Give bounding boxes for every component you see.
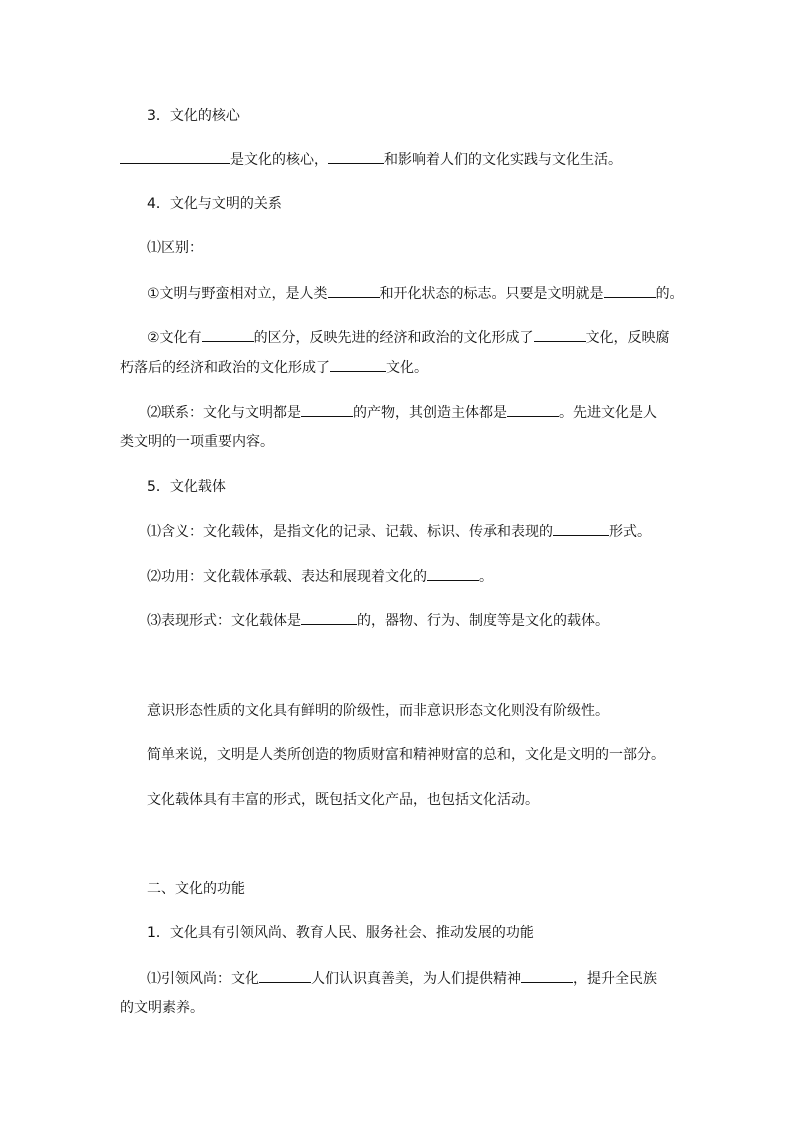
section-5-heading: 5．文化载体 <box>147 479 226 495</box>
blank[interactable] <box>553 521 609 536</box>
blank[interactable] <box>259 968 311 983</box>
section-3-heading: 3．文化的核心 <box>147 108 240 124</box>
blank[interactable] <box>521 968 573 983</box>
blank[interactable] <box>507 402 559 417</box>
blank[interactable] <box>604 283 656 298</box>
section-3-line: 是文化的核心， 和影响着人们的文化实践与文化生活。 <box>120 149 680 170</box>
blank[interactable] <box>202 327 254 342</box>
section-5-point-1: ⑴含义：文化载体，是指文化的记录、记载、标识、传承和表现的 形式。 <box>147 521 707 542</box>
section-4-sub-2-cont: 类文明的一项重要内容。 <box>120 434 274 450</box>
blank[interactable] <box>301 610 357 625</box>
blank[interactable] <box>328 149 384 164</box>
blank[interactable] <box>120 149 230 164</box>
section-2-point-1: ⑴引领风尚：文化 人们认识真善美，为人们提供精神 ，提升全民族 <box>147 968 707 989</box>
section-2-point-1-cont: 的文明素养。 <box>120 1000 204 1016</box>
blank[interactable] <box>301 402 353 417</box>
note-3: 文化载体具有丰富的形式，既包括文化产品，也包括文化活动。 <box>147 792 539 808</box>
section-2-heading: 二、文化的功能 <box>147 881 245 897</box>
section-4-heading: 4．文化与文明的关系 <box>147 196 282 212</box>
blank[interactable] <box>330 357 386 372</box>
blank[interactable] <box>534 327 586 342</box>
blank[interactable] <box>328 283 380 298</box>
section-4-point-1: ①文明与野蛮相对立，是人类 和开化状态的标志。只要是文明就是 的。 <box>147 283 707 304</box>
section-4-point-2: ②文化有 的区分，反映先进的经济和政治的文化形成了 文化，反映腐 <box>147 327 707 348</box>
section-4-sub-1: ⑴区别： <box>147 240 203 256</box>
section-4-sub-2: ⑵联系：文化与文明都是 的产物，其创造主体都是 。先进文化是人 <box>147 402 707 423</box>
section-4-point-2-cont: 朽落后的经济和政治的文化形成了 文化。 <box>120 357 680 378</box>
blank[interactable] <box>427 566 479 581</box>
note-2: 简单来说，文明是人类所创造的物质财富和精神财富的总和，文化是文明的一部分。 <box>147 747 665 763</box>
section-5-point-3: ⑶表现形式：文化载体是 的，器物、行为、制度等是文化的载体。 <box>147 610 707 631</box>
section-5-point-2: ⑵功用：文化载体承载、表达和展现着文化的 。 <box>147 566 707 587</box>
note-1: 意识形态性质的文化具有鲜明的阶级性，而非意识形态文化则没有阶级性。 <box>147 703 609 719</box>
section-2-item-1: 1．文化具有引领风尚、教育人民、服务社会、推动发展的功能 <box>147 925 534 941</box>
